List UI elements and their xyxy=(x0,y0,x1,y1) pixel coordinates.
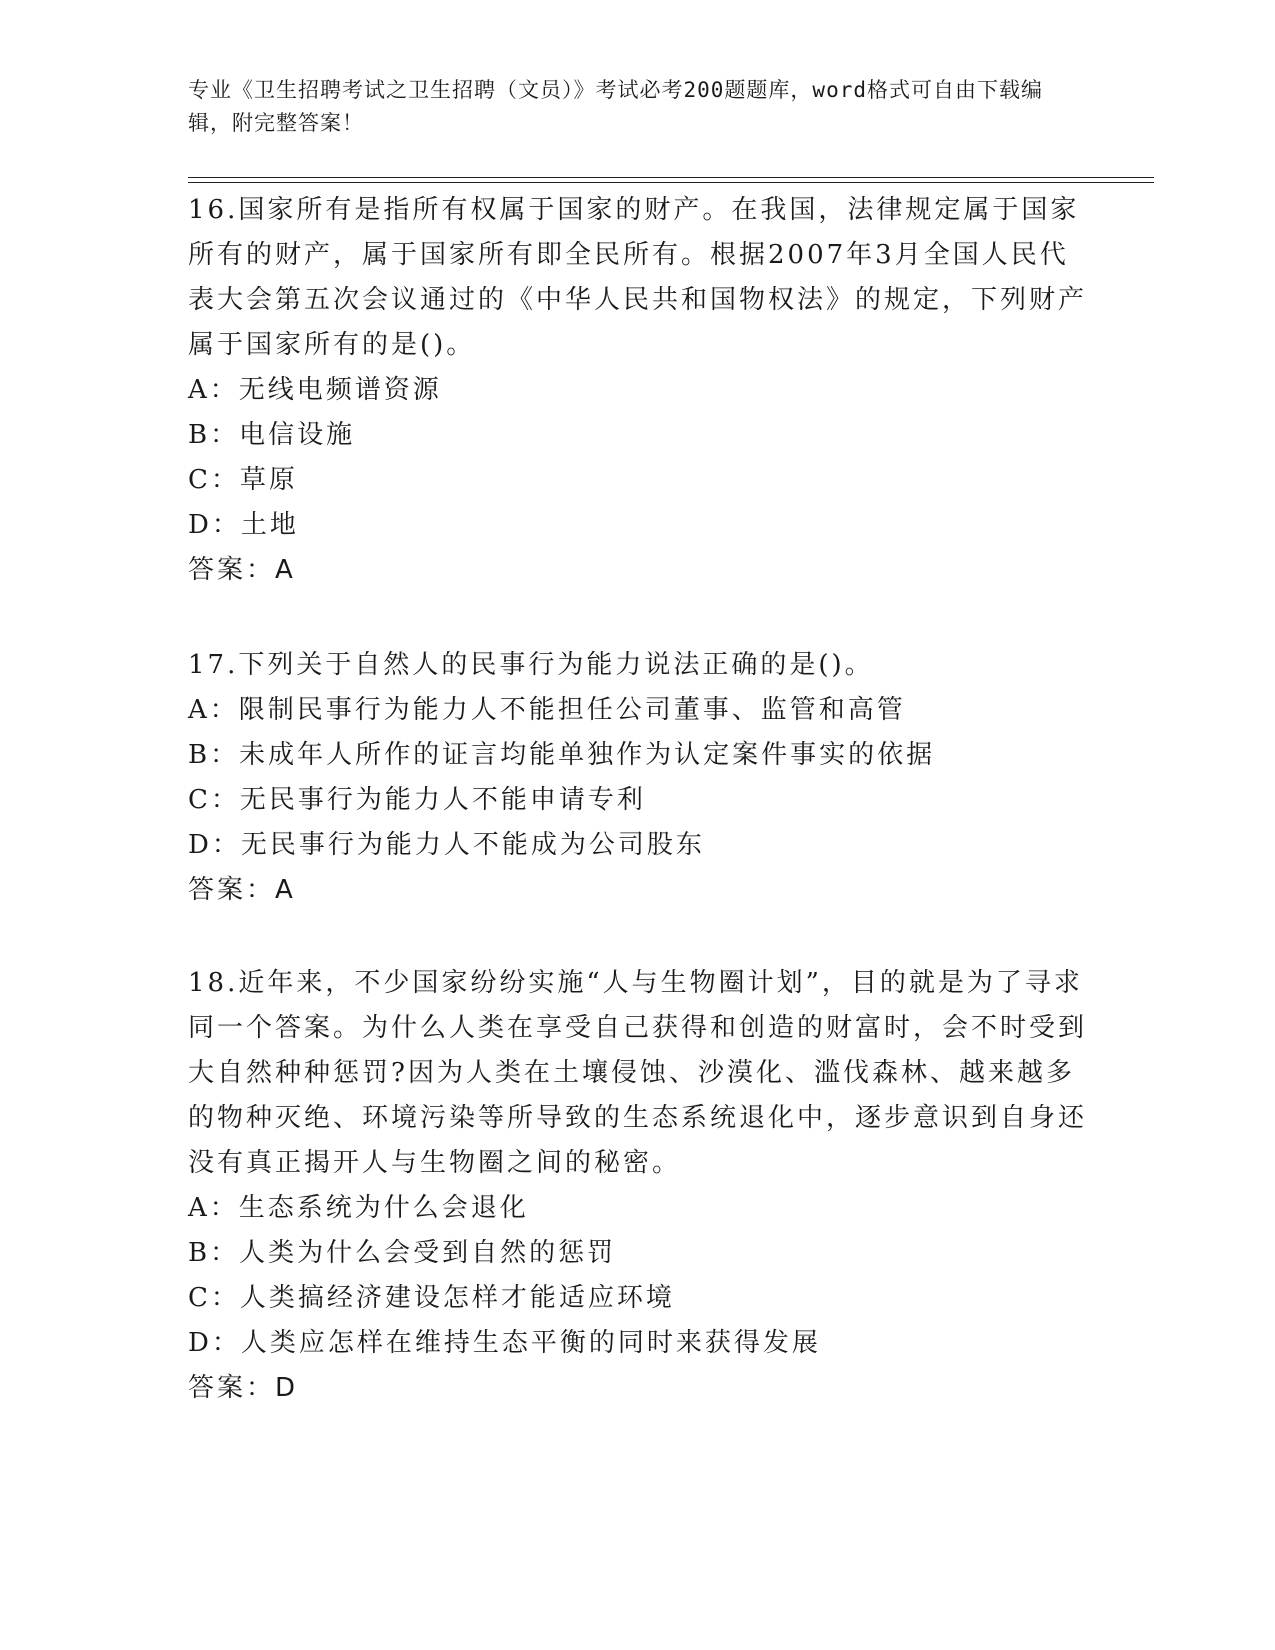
question-16 xyxy=(188,188,1088,593)
answer: 答案：A xyxy=(188,875,296,905)
answer: 答案：D xyxy=(188,1373,299,1403)
option-b: B：人类为什么会受到自然的惩罚 xyxy=(188,1238,617,1268)
option-a: A：限制民事行为能力人不能担任公司董事、监管和高管 xyxy=(188,695,906,725)
question-stem: 17.下列关于自然人的民事行为能力说法正确的是()。 xyxy=(188,650,874,680)
option-c: C：无民事行为能力人不能申请专利 xyxy=(188,785,646,815)
option-b: B：未成年人所作的证言均能单独作为认定案件事实的依据 xyxy=(188,740,936,770)
option-b: B：电信设施 xyxy=(188,420,356,450)
answer: 答案：A xyxy=(188,555,296,585)
option-a: A：无线电频谱资源 xyxy=(188,375,442,405)
header-divider-bottom xyxy=(188,182,1154,183)
header-text: 专业《卫生招聘考试之卫生招聘（文员）》考试必考200题题库，word格式可自由下载编辑，附完整答案！ xyxy=(188,78,1043,135)
option-c: C：草原 xyxy=(188,465,298,495)
question-stem: 18.近年来，不少国家纷纷实施“人与生物圈计划”，目的就是为了寻求同一个答案。为什么人类在享受自己获得和创造的财富时，会不时受到大自然种种惩罚?因为人类在土壤侵蚀、沙漠化、滥伐森林、越来越多的物种灭绝、环境污染等所导致的生态系统退化中，逐步意识到自身还没有真正揭开人与生物圈之间的秘密。 xyxy=(188,968,1088,1178)
question-17 xyxy=(188,643,1088,913)
option-d: D：土地 xyxy=(188,510,299,540)
document-header xyxy=(188,74,1068,140)
option-d: D：无民事行为能力人不能成为公司股东 xyxy=(188,830,705,860)
option-c: C：人类搞经济建设怎样才能适应环境 xyxy=(188,1283,675,1313)
header-divider-top xyxy=(188,177,1154,178)
question-18 xyxy=(188,961,1088,1411)
option-d: D：人类应怎样在维持生态平衡的同时来获得发展 xyxy=(188,1328,821,1358)
option-a: A：生态系统为什么会退化 xyxy=(188,1193,529,1223)
question-stem: 16.国家所有是指所有权属于国家的财产。在我国，法律规定属于国家所有的财产，属于国家所有即全民所有。根据2007年3月全国人民代表大会第五次会议通过的《中华人民共和国物权法》的规定，下列财产属于国家所有的是()。 xyxy=(188,195,1088,360)
